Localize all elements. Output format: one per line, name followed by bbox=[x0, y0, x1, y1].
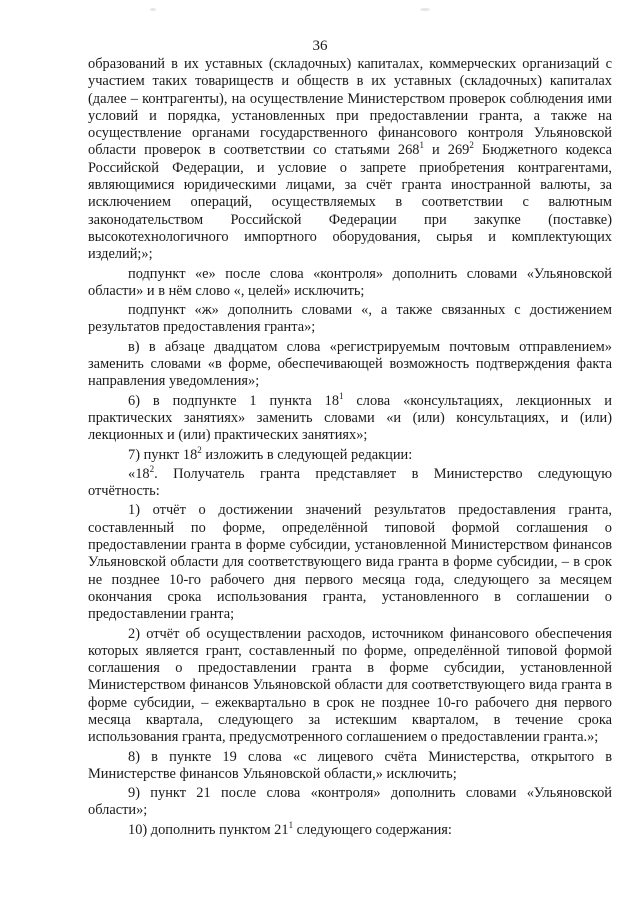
paragraph-p11: 9) пункт 21 после слова «контроля» дополнить словами «Ульяновской области»; bbox=[88, 785, 612, 819]
superscript: 1 bbox=[288, 819, 294, 830]
paragraph-p5: 6) в подпункте 1 пункта $18^1$ слова «консультациях, лекционных и практических занятиях» заменить словами «и (или) консультациях, и (или) лекционных и (или) практических занятиях»; bbox=[88, 390, 612, 444]
paragraph-p10: 8) в пункте 19 слова «с лицевого счёта Министерства, открытого в Министерстве финансов Ульяновской области,» исключить; bbox=[88, 748, 612, 782]
paragraph-p2: подпункт «е» после слова «контроля» дополнить словами «Ульяновской области» и в нём слово «, целей» исключить; bbox=[88, 265, 612, 299]
scan-mark bbox=[150, 8, 156, 11]
page-number: 36 bbox=[312, 38, 328, 54]
document-body bbox=[88, 56, 612, 839]
scan-mark bbox=[420, 8, 430, 11]
paragraph-p1: образований в их уставных (складочных) капиталах, коммерческих организаций с участием таких товариществ и обществ в их уставных (складочных) капиталах (далее – контрагенты), на осуществление Министерством проверок соблюдения ими условий и порядка, установленных при предоставлении гранта, а также на осуществление органами государственного финансового контроля Ульяновской области проверок в соответствии со статьями $268^1$ и $269^2$ Бюджетного кодекса Российской Федерации, и условие о запрете приобретения контрагентами, являющимися юридическими лицами, за счёт гранта иностранной валюты, за исключением операций, осуществляемых в соответствии с валютным законодательством Российской Федерации при закупке (поставке) высокотехнологичного импортного оборудования, сырья и комплектующих изделий;»; bbox=[88, 56, 613, 263]
paragraph-p8: 1) отчёт о достижении значений результатов предоставления гранта, составленный по форме, определённой типовой формой соглашения о предоставлении гранта в форме субсидии, установленной Министерством финансов Ульяновской области для соответствующего вида гранта в форме субсидии, – в срок не позднее 10-го рабочего дня первого месяца года, следующего за месяцем окончания срока использования гранта, установленного в соглашении о предоставлении гранта; bbox=[88, 502, 612, 623]
paragraph-p9: 2) отчёт об осуществлении расходов, источником финансового обеспечения которых является грант, составленный по форме, определённой типовой формой соглашения о предоставлении гранта в форме субсидии, установленной Министерством финансов Ульяновской области для соответствующего вида гранта в форме субсидии, – ежеквартально в срок не позднее 10-го рабочего дня первого месяца квартала, следующего за истекшим кварталом, в течение срока использования гранта, предусмотренного соглашением о предоставлении гранта.»; bbox=[88, 625, 612, 746]
paragraph-p3: подпункт «ж» дополнить словами «, а также связанных с достижением результатов предоставления гранта»; bbox=[88, 302, 612, 336]
superscript: 2 bbox=[149, 464, 155, 475]
superscript: 1 bbox=[339, 390, 344, 401]
paragraph-p12: 10) дополнить пунктом $21^1$ следующего содержания: bbox=[128, 819, 452, 838]
superscript: 2 bbox=[469, 140, 474, 151]
paragraph-p4: в) в абзаце двадцатом слова «регистрируемым почтовым отправлением» заменить словами «в форме, обеспечивающей возможность подтверждения факта направления уведомления»; bbox=[88, 338, 612, 390]
superscript: 2 bbox=[197, 444, 202, 455]
paragraph-p7: «$18^2$. Получатель гранта представляет в Министерство следующую отчётность: bbox=[88, 464, 612, 500]
paragraph-p6: 7) пункт $18^2$ изложить в следующей редакции: bbox=[128, 444, 413, 463]
superscript: 1 bbox=[419, 140, 424, 151]
